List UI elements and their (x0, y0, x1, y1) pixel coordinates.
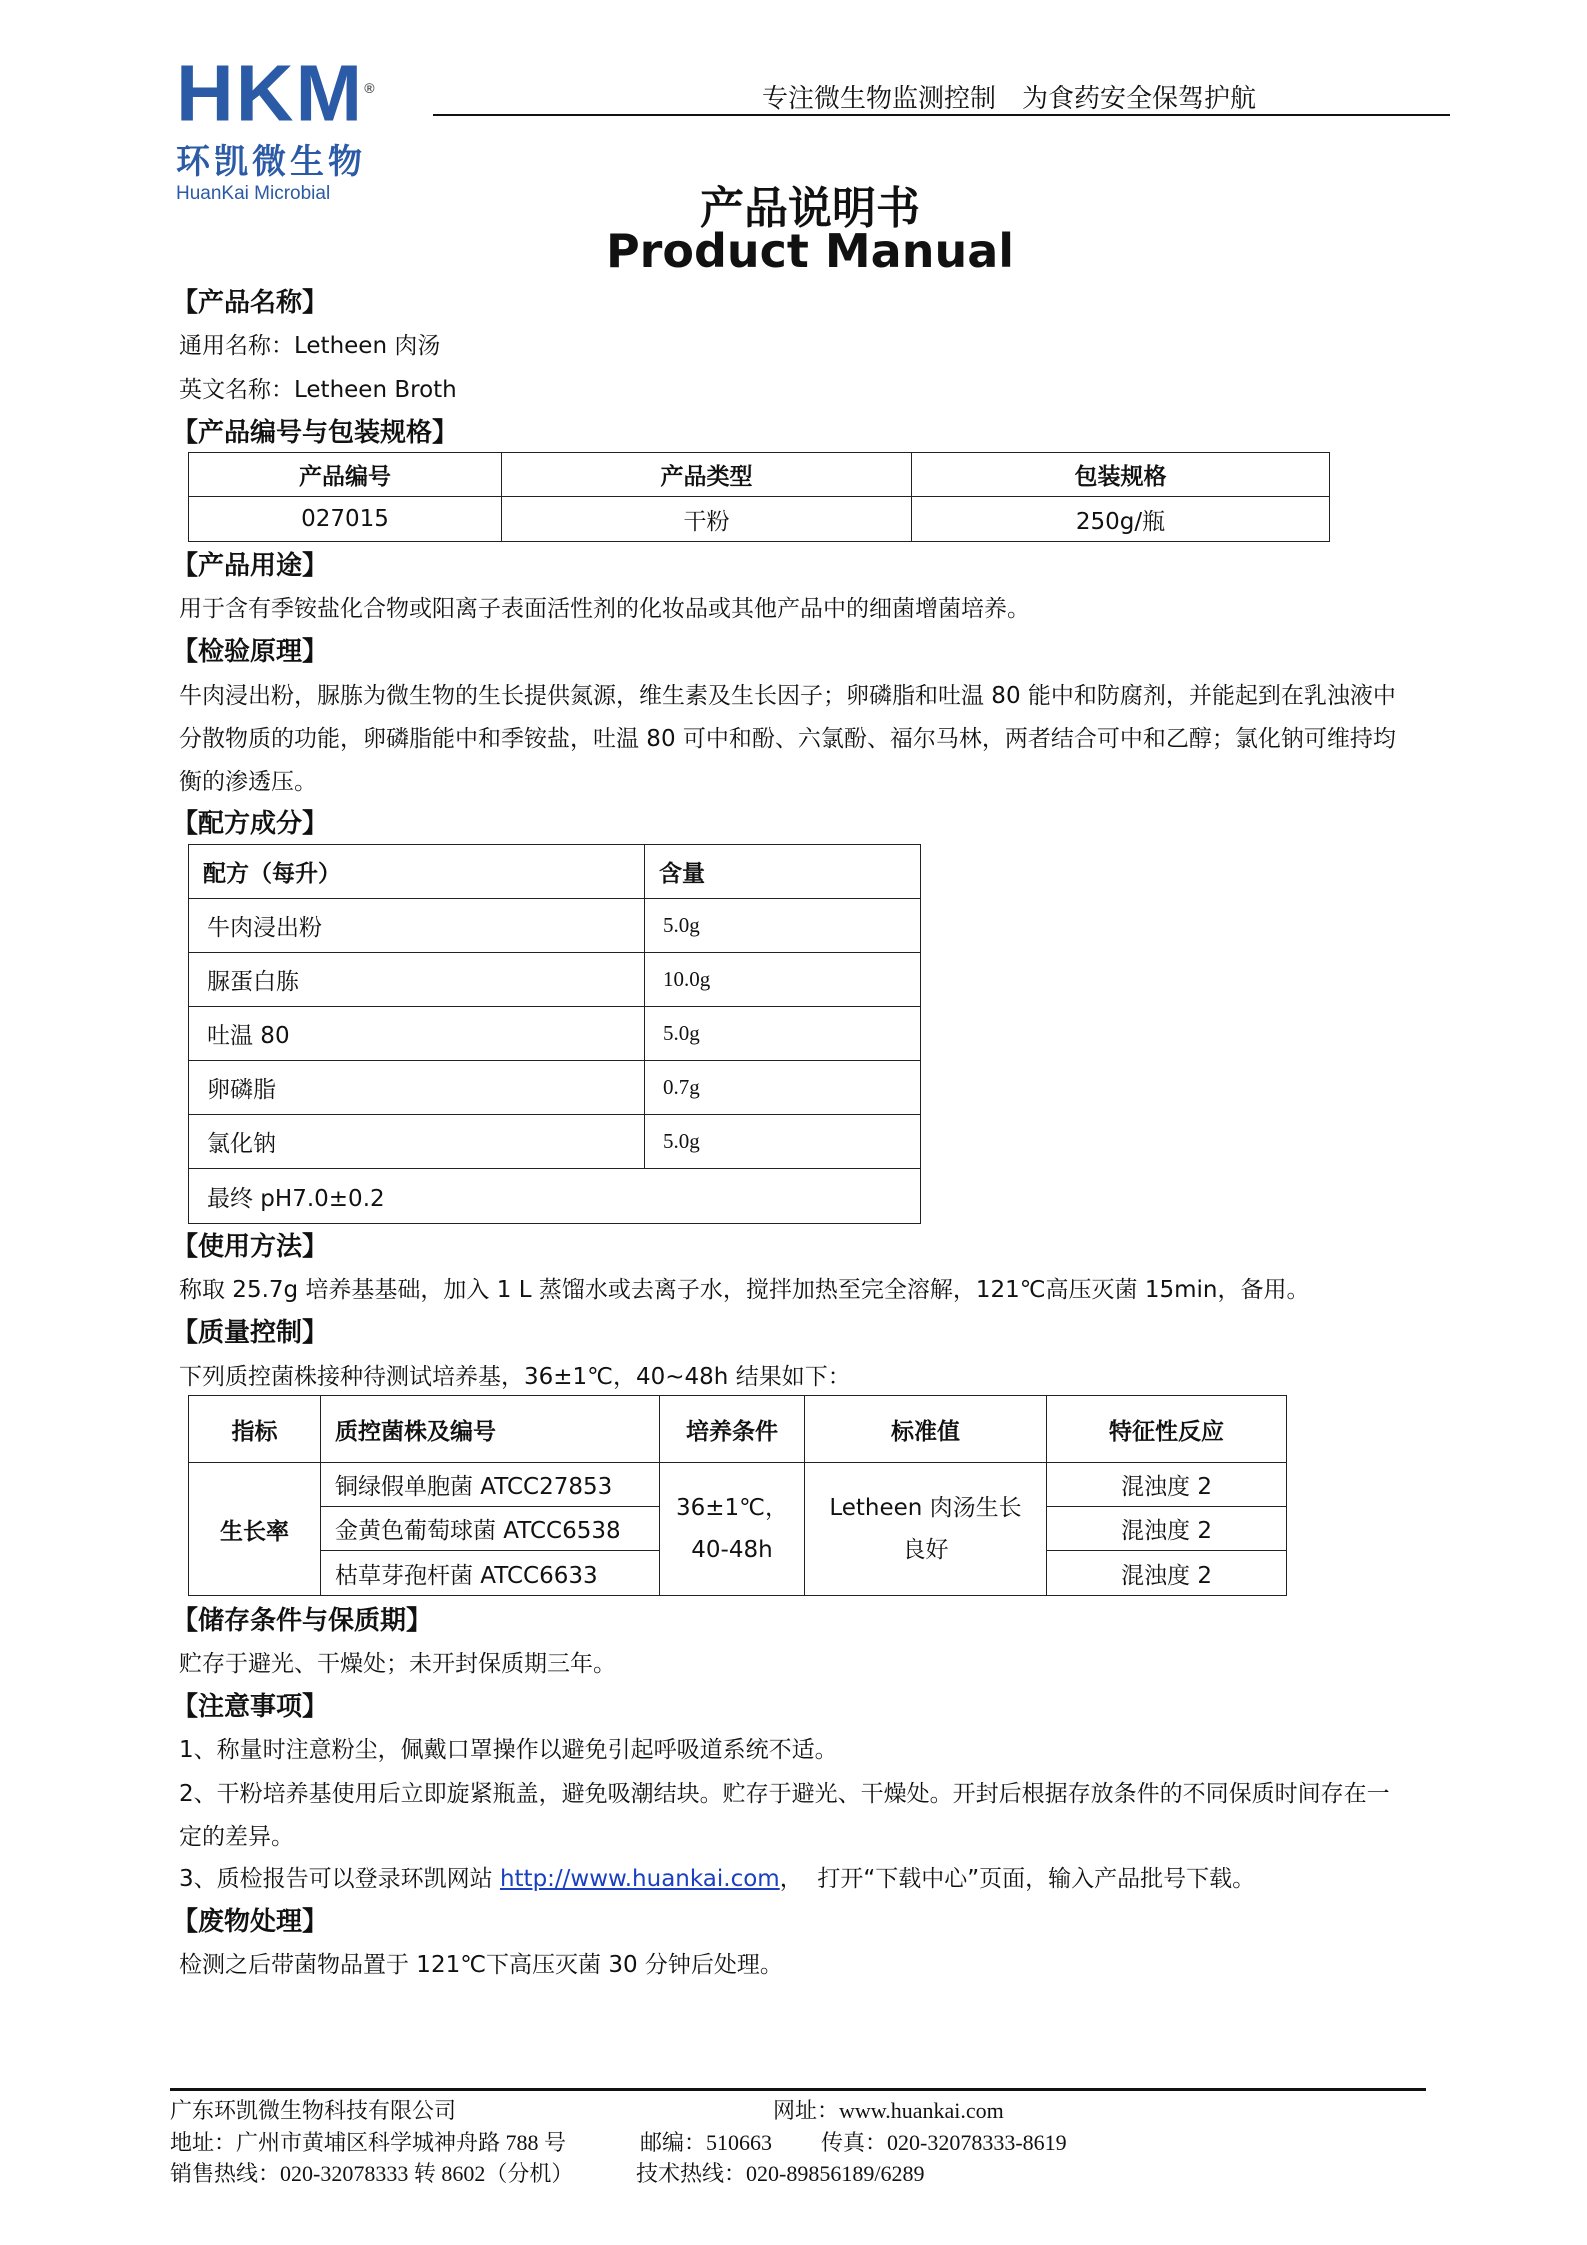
strain: 金黄色葡萄球菌 ATCC6538 (321, 1507, 660, 1551)
logo-en: HuanKai Microbial (176, 182, 331, 204)
col-header: 质控菌株及编号 (321, 1396, 660, 1463)
condition-temp: 36±1℃， (675, 1495, 788, 1521)
note-2-cont: 定的差异。 (179, 1824, 294, 1850)
ingredient: 吐温 80 (189, 1007, 645, 1061)
company-name: 广东环凯微生物科技有限公司 (170, 2098, 457, 2123)
col-header: 包装规格 (912, 453, 1330, 497)
col-header: 配方（每升） (189, 845, 645, 899)
website-link[interactable]: http://www.huankai.com (499, 1866, 780, 1892)
reaction: 混浊度 2 (1047, 1507, 1287, 1551)
common-name: 通用名称：Letheen 肉汤 (179, 333, 441, 359)
disposal-text: 检测之后带菌物品置于 121℃下高压灭菌 30 分钟后处理。 (179, 1952, 783, 1978)
note-2: 2、干粉培养基使用后立即旋紧瓶盖，避免吸潮结块。贮存于避光、干燥处。开封后根据存放条件的不同保质时间存在一 (179, 1781, 1390, 1807)
col-header: 标准值 (805, 1396, 1047, 1463)
spec-table (188, 452, 1330, 542)
use-text: 用于含有季铵盐化合物或阳离子表面活性剂的化妆品或其他产品中的细菌增菌培养。 (179, 596, 1030, 622)
section-heading-name: 【产品名称】 (172, 288, 329, 318)
note-3-text: 3、质检报告可以登录环凯网站 (179, 1866, 500, 1892)
condition-time: 40-48h (691, 1537, 773, 1563)
note-1: 1、称量时注意粉尘，佩戴口罩操作以避免引起呼吸道系统不适。 (179, 1737, 838, 1763)
col-header: 指标 (189, 1396, 321, 1463)
reaction: 混浊度 2 (1047, 1463, 1287, 1507)
condition (660, 1463, 805, 1596)
header-divider (433, 114, 1450, 116)
amount: 5.0g (645, 1007, 921, 1061)
section-heading-method: 【使用方法】 (172, 1232, 329, 1262)
section-heading-principle: 【检验原理】 (172, 637, 329, 667)
strain: 铜绿假单胞菌 ATCC27853 (321, 1463, 660, 1507)
product-type: 干粉 (502, 497, 912, 542)
slogan: 专注微生物监测控制 为食药安全保驾护航 (762, 84, 1257, 114)
reaction: 混浊度 2 (1047, 1551, 1287, 1596)
amount: 10.0g (645, 953, 921, 1007)
qc-intro: 下列质控菌株接种待测试培养基，36±1℃，40~48h 结果如下： (179, 1364, 851, 1390)
amount: 0.7g (645, 1061, 921, 1115)
product-code: 027015 (189, 497, 502, 542)
principle-line: 衡的渗透压。 (179, 769, 317, 795)
formula-table (188, 844, 921, 1224)
ingredient: 卵磷脂 (189, 1061, 645, 1115)
section-heading-storage: 【储存条件与保质期】 (172, 1606, 433, 1636)
tech-hotline: 技术热线：020-89856189/6289 (636, 2161, 925, 2186)
qc-table (188, 1395, 1287, 1596)
footer-divider (170, 2088, 1426, 2091)
principle-line: 分散物质的功能，卵磷脂能中和季铵盐，吐温 80 可中和酚、六氯酚、福尔马林，两者结合可中和乙醇；氯化钠可维持均 (179, 726, 1396, 752)
section-heading-formula: 【配方成分】 (172, 809, 329, 839)
note-3 (179, 1861, 1255, 1897)
col-header: 含量 (645, 845, 921, 899)
storage-text: 贮存于避光、干燥处；未开封保质期三年。 (179, 1651, 616, 1677)
standard-line: Letheen 肉汤生长 (829, 1495, 1022, 1521)
package-spec: 250g/瓶 (912, 497, 1330, 542)
section-heading-use: 【产品用途】 (172, 551, 329, 581)
section-heading-spec: 【产品编号与包装规格】 (172, 418, 459, 448)
section-heading-notes: 【注意事项】 (172, 1692, 329, 1722)
amount: 5.0g (645, 1115, 921, 1169)
title-cn: 产品说明书 (700, 183, 920, 234)
title-en: Product Manual (605, 224, 1015, 278)
fax: 传真：020-32078333-8619 (821, 2130, 1067, 2155)
note-3-text-end: ， 打开“下载中心”页面，输入产品批号下载。 (779, 1866, 1256, 1892)
col-header: 产品编号 (189, 453, 502, 497)
indicator: 生长率 (189, 1463, 321, 1596)
col-header: 产品类型 (502, 453, 912, 497)
ingredient: 脲蛋白胨 (189, 953, 645, 1007)
final-ph: 最终 pH7.0±0.2 (189, 1169, 921, 1224)
strain: 枯草芽孢杆菌 ATCC6633 (321, 1551, 660, 1596)
amount: 5.0g (645, 899, 921, 953)
principle-line: 牛肉浸出粉，脲胨为微生物的生长提供氮源，维生素及生长因子；卵磷脂和吐温 80 能中和防腐剂，并能起到在乳浊液中 (179, 683, 1396, 709)
method-text: 称取 25.7g 培养基基础，加入 1 L 蒸馏水或去离子水，搅拌加热至完全溶解，121℃高压灭菌 15min，备用。 (179, 1277, 1310, 1303)
postcode: 邮编：510663 (640, 2130, 773, 2155)
logo-cn: 环凯微生物 (176, 141, 366, 182)
col-header: 培养条件 (660, 1396, 805, 1463)
address: 地址：广州市黄埔区科学城神舟路 788 号 (170, 2130, 567, 2155)
ingredient: 牛肉浸出粉 (189, 899, 645, 953)
section-heading-disposal: 【废物处理】 (172, 1907, 329, 1937)
standard-line: 良好 (902, 1537, 949, 1563)
website: 网址：www.huankai.com (773, 2098, 1004, 2123)
standard (805, 1463, 1047, 1596)
logo-mark: HKM® (176, 48, 377, 138)
col-header: 特征性反应 (1047, 1396, 1287, 1463)
section-heading-qc: 【质量控制】 (172, 1318, 329, 1348)
sales-hotline: 销售热线：020-32078333 转 8602（分机） (170, 2161, 574, 2186)
english-name: 英文名称：Letheen Broth (179, 377, 457, 403)
ingredient: 氯化钠 (189, 1115, 645, 1169)
